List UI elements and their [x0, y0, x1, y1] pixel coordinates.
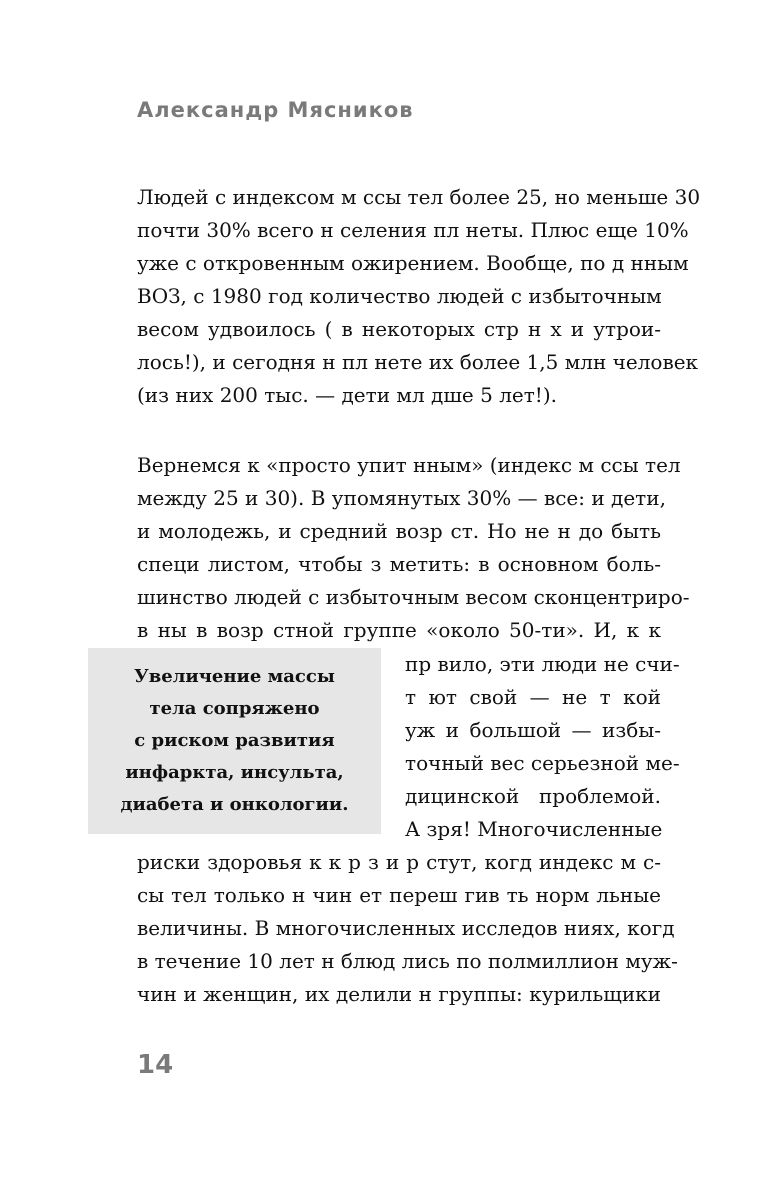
paragraph-1 [137, 181, 701, 412]
text-line: Людей с индексом м ссы тел более 25, но меньше 30 [137, 185, 701, 209]
paragraph-2 [137, 449, 690, 647]
callout-line: диабета и онкологии. [120, 794, 349, 815]
text-line: в течение 10 лет н блюд лись по полмиллион муж- [137, 949, 678, 973]
paragraph-3 [137, 846, 678, 1011]
text-line: величины. В многочисленных исследов ниях, когд [137, 916, 675, 940]
paragraph-2-wrapped [405, 648, 680, 846]
text-line: в ны в возр стной группе «около 50-ти». И, к к [137, 618, 661, 642]
text-line: точный вес серьезной ме- [405, 751, 680, 775]
callout-line: с риском развития [134, 730, 335, 751]
text-line: уже с откровенным ожирением. Вообще, по д нным [137, 251, 689, 275]
callout-line: тела сопряжено [149, 698, 320, 719]
text-line: риски здоровья к к р з и р стут, когд индекс м с- [137, 850, 661, 874]
text-line: между 25 и 30). В упомянутых 30% — все: и дети, [137, 486, 666, 510]
text-line: сы тел только н чин ет переш гив ть норм льные [137, 883, 661, 907]
callout-line: Увеличение массы [134, 666, 335, 687]
page-number: 14 [137, 1050, 174, 1080]
text-line: чин и женщин, их делили н группы: курильщики [137, 982, 661, 1006]
callout-box [88, 648, 381, 834]
text-line: дицинской проблемой. [405, 784, 661, 808]
text-line: пр вило, эти люди не счи- [405, 652, 680, 676]
text-line: лось!), и сегодня н пл нете их более 1,5 млн человек [137, 350, 699, 374]
callout-line: инфаркта, инсульта, [125, 762, 344, 783]
running-head: Александр Мясников [137, 98, 414, 122]
text-line: т ют свой — не т кой [405, 685, 661, 709]
text-line: шинство людей с избыточным весом сконцентриро- [137, 585, 690, 609]
callout-text [120, 661, 348, 821]
text-line: ВОЗ, с 1980 год количество людей с избыточным [137, 284, 662, 308]
text-line: весом удвоилось ( в некоторых стр н х и утрои- [137, 317, 661, 341]
text-line: А зря! Многочисленные [405, 817, 663, 841]
text-line: уж и большой — избы- [405, 718, 661, 742]
text-line: (из них 200 тыс. — дети мл дше 5 лет!). [137, 383, 557, 407]
text-line: и молодежь, и средний возр ст. Но не н до быть [137, 519, 661, 543]
text-line: специ листом, чтобы з метить: в основном боль- [137, 552, 661, 576]
text-line: почти 30% всего н селения пл неты. Плюс еще 10% [137, 218, 689, 242]
text-line: Вернемся к «просто упит нным» (индекс м ссы тел [137, 453, 681, 477]
